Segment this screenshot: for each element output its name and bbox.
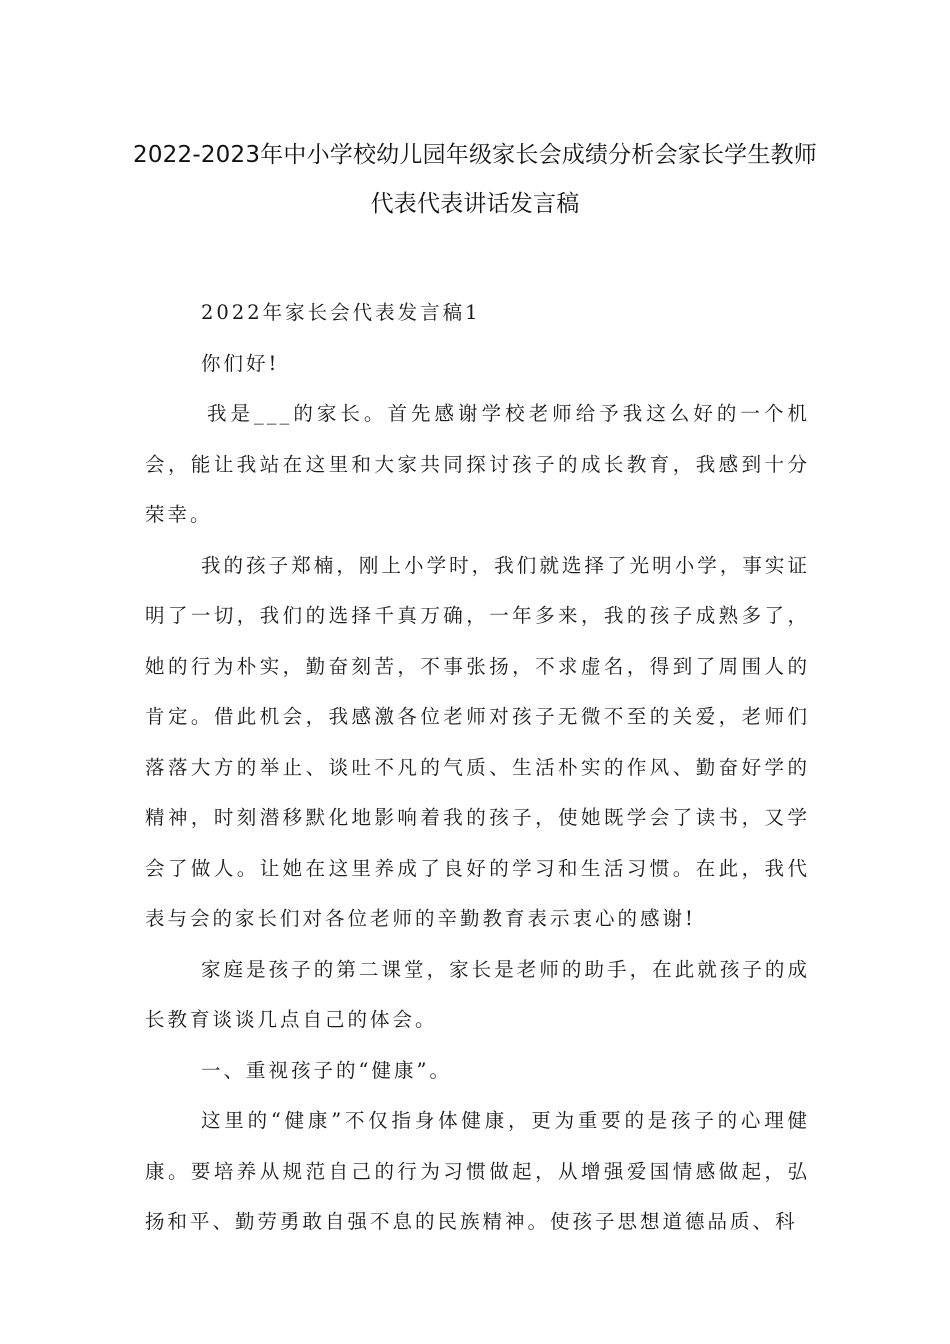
paragraph-family-education: 家庭是孩子的第二课堂，家长是老师的助手，在此就孩子的成长教育谈谈几点自己的体会。 bbox=[145, 957, 810, 1031]
document-title-line-2: 代表代表讲话发言稿 bbox=[370, 191, 580, 217]
paragraph-child-growth: 我的孩子郑楠，刚上小学时，我们就选择了光明小学，事实证明了一切，我们的选择千真万确，一年多来，我的孩子成熟多了，她的行为朴实，勤奋刻苦，不事张扬，不求虚名，得到了周围人的肯定。借此机会，我感激各位老师对孩子无微不至的关爱，老师们落落大方的举止、谈吐不凡的气质、生活朴实的作风、勤奋好学的精神，时刻潜移默化地影响着我的孩子，使她既学会了读书，又学会了做人。让她在这里养成了良好的学习和生活习惯。在此，我代表与会的家长们对各位老师的辛勤教育表示衷心的感谢! bbox=[145, 553, 810, 930]
paragraph-introduction: 我是___的家长。首先感谢学校老师给予我这么好的一个机会，能让我站在这里和大家共同探讨孩子的成长教育，我感到十分荣幸。 bbox=[145, 402, 810, 526]
document-title-line-1: 2022-2023年中小学校幼儿园年级家长会成绩分析会家长学生教师 bbox=[133, 142, 817, 168]
document-body bbox=[145, 288, 810, 1248]
paragraph-health: 这里的“健康”不仅指身体健康，更为重要的是孩子的心理健康。要培养从规范自己的行为习惯做起，从增强爱国情感做起，弘扬和平、勤劳勇敢自强不息的民族精神。使孩子思想道德品质、科 bbox=[145, 1109, 810, 1233]
section-heading-health: 一、重视孩子的“健康”。 bbox=[201, 1058, 452, 1082]
speech-greeting: 你们好! bbox=[201, 351, 280, 375]
speech-subtitle: 2022年家长会代表发言稿1 bbox=[201, 301, 481, 324]
